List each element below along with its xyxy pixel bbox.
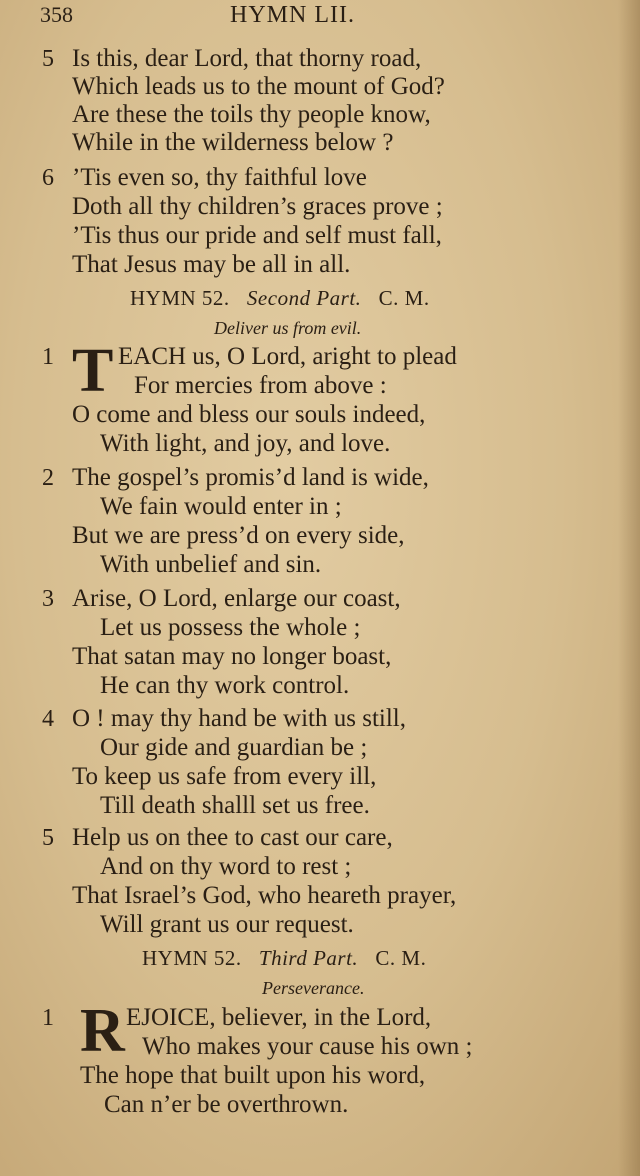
hymn-number: HYMN 52.	[130, 286, 230, 310]
verse-number: 2	[42, 465, 54, 491]
verse-line: To keep us safe from every ill,	[72, 763, 377, 790]
verse-number: 4	[42, 706, 54, 732]
verse-number: 6	[42, 165, 54, 191]
verse-line: Will grant us our request.	[100, 911, 354, 938]
verse-line: Till death shalll set us free.	[100, 792, 370, 819]
page-header	[0, 2, 640, 38]
hymn-heading	[142, 946, 426, 971]
verse-line: Is this, dear Lord, that thorny road,	[72, 45, 422, 72]
verse-number: 3	[42, 586, 54, 612]
verse-line: With light, and joy, and love.	[100, 430, 391, 457]
verse-line: Are these the toils thy people know,	[72, 101, 431, 128]
verse-line: While in the wilderness below ?	[72, 129, 394, 156]
verse-line: That satan may no longer boast,	[72, 643, 392, 670]
verse-line: With unbelief and sin.	[100, 551, 322, 578]
hymn-number: HYMN 52.	[142, 946, 242, 970]
verse-line: Let us possess the whole ;	[100, 614, 361, 641]
verse-line: EJOICE, believer, in the Lord,	[126, 1004, 432, 1031]
page-number: 358	[40, 2, 73, 27]
hymn-part: Second Part.	[246, 286, 362, 310]
verse-line: And on thy word to rest ;	[100, 853, 352, 880]
verse-line: But we are press’d on every side,	[72, 522, 405, 549]
verse-line: For mercies from above :	[134, 372, 387, 399]
verse-line: Can n’er be overthrown.	[104, 1091, 349, 1118]
hymn-heading	[130, 286, 430, 311]
verse-line: ’Tis even so, thy faithful love	[72, 164, 367, 191]
verse-line: Our gide and guardian be ;	[100, 734, 368, 761]
hymn-meter: C. M.	[378, 286, 430, 310]
verse-line: O come and bless our souls indeed,	[72, 401, 426, 428]
verse-number: 5	[42, 825, 54, 851]
hymn-part: Third Part.	[258, 946, 359, 970]
verse-line: That Jesus may be all in all.	[72, 251, 351, 278]
verse-line: Help us on thee to cast our care,	[72, 824, 393, 851]
verse-line: He can thy work control.	[100, 672, 350, 699]
verse-line: Doth all thy children’s graces prove ;	[72, 193, 443, 220]
verse-line: Which leads us to the mount of God?	[72, 73, 445, 100]
verse-line: The hope that built upon his word,	[80, 1062, 426, 1089]
verse-line: EACH us, O Lord, aright to plead	[118, 343, 457, 370]
verse-line: The gospel’s promis’d land is wide,	[72, 464, 429, 491]
verse-number: 1	[42, 344, 54, 370]
page-edge-shadow	[618, 0, 640, 1176]
drop-cap: T	[72, 337, 114, 405]
hymn-meter: C. M.	[375, 946, 427, 970]
verse-number: 5	[42, 46, 54, 72]
verse-line: That Israel’s God, who heareth prayer,	[72, 882, 457, 909]
verse-line: O ! may thy hand be with us still,	[72, 705, 406, 732]
drop-cap: R	[80, 997, 125, 1065]
verse-line: ’Tis thus our pride and self must fall,	[72, 222, 442, 249]
verse-line: Who makes your cause his own ;	[142, 1033, 473, 1060]
running-title: HYMN LII.	[230, 2, 355, 28]
verse-number: 1	[42, 1005, 54, 1031]
hymn-subtitle: Deliver us from evil.	[214, 318, 362, 338]
verse-line: Arise, O Lord, enlarge our coast,	[72, 585, 401, 612]
hymn-subtitle: Perseverance.	[262, 978, 365, 998]
verse-line: We fain would enter in ;	[100, 493, 342, 520]
